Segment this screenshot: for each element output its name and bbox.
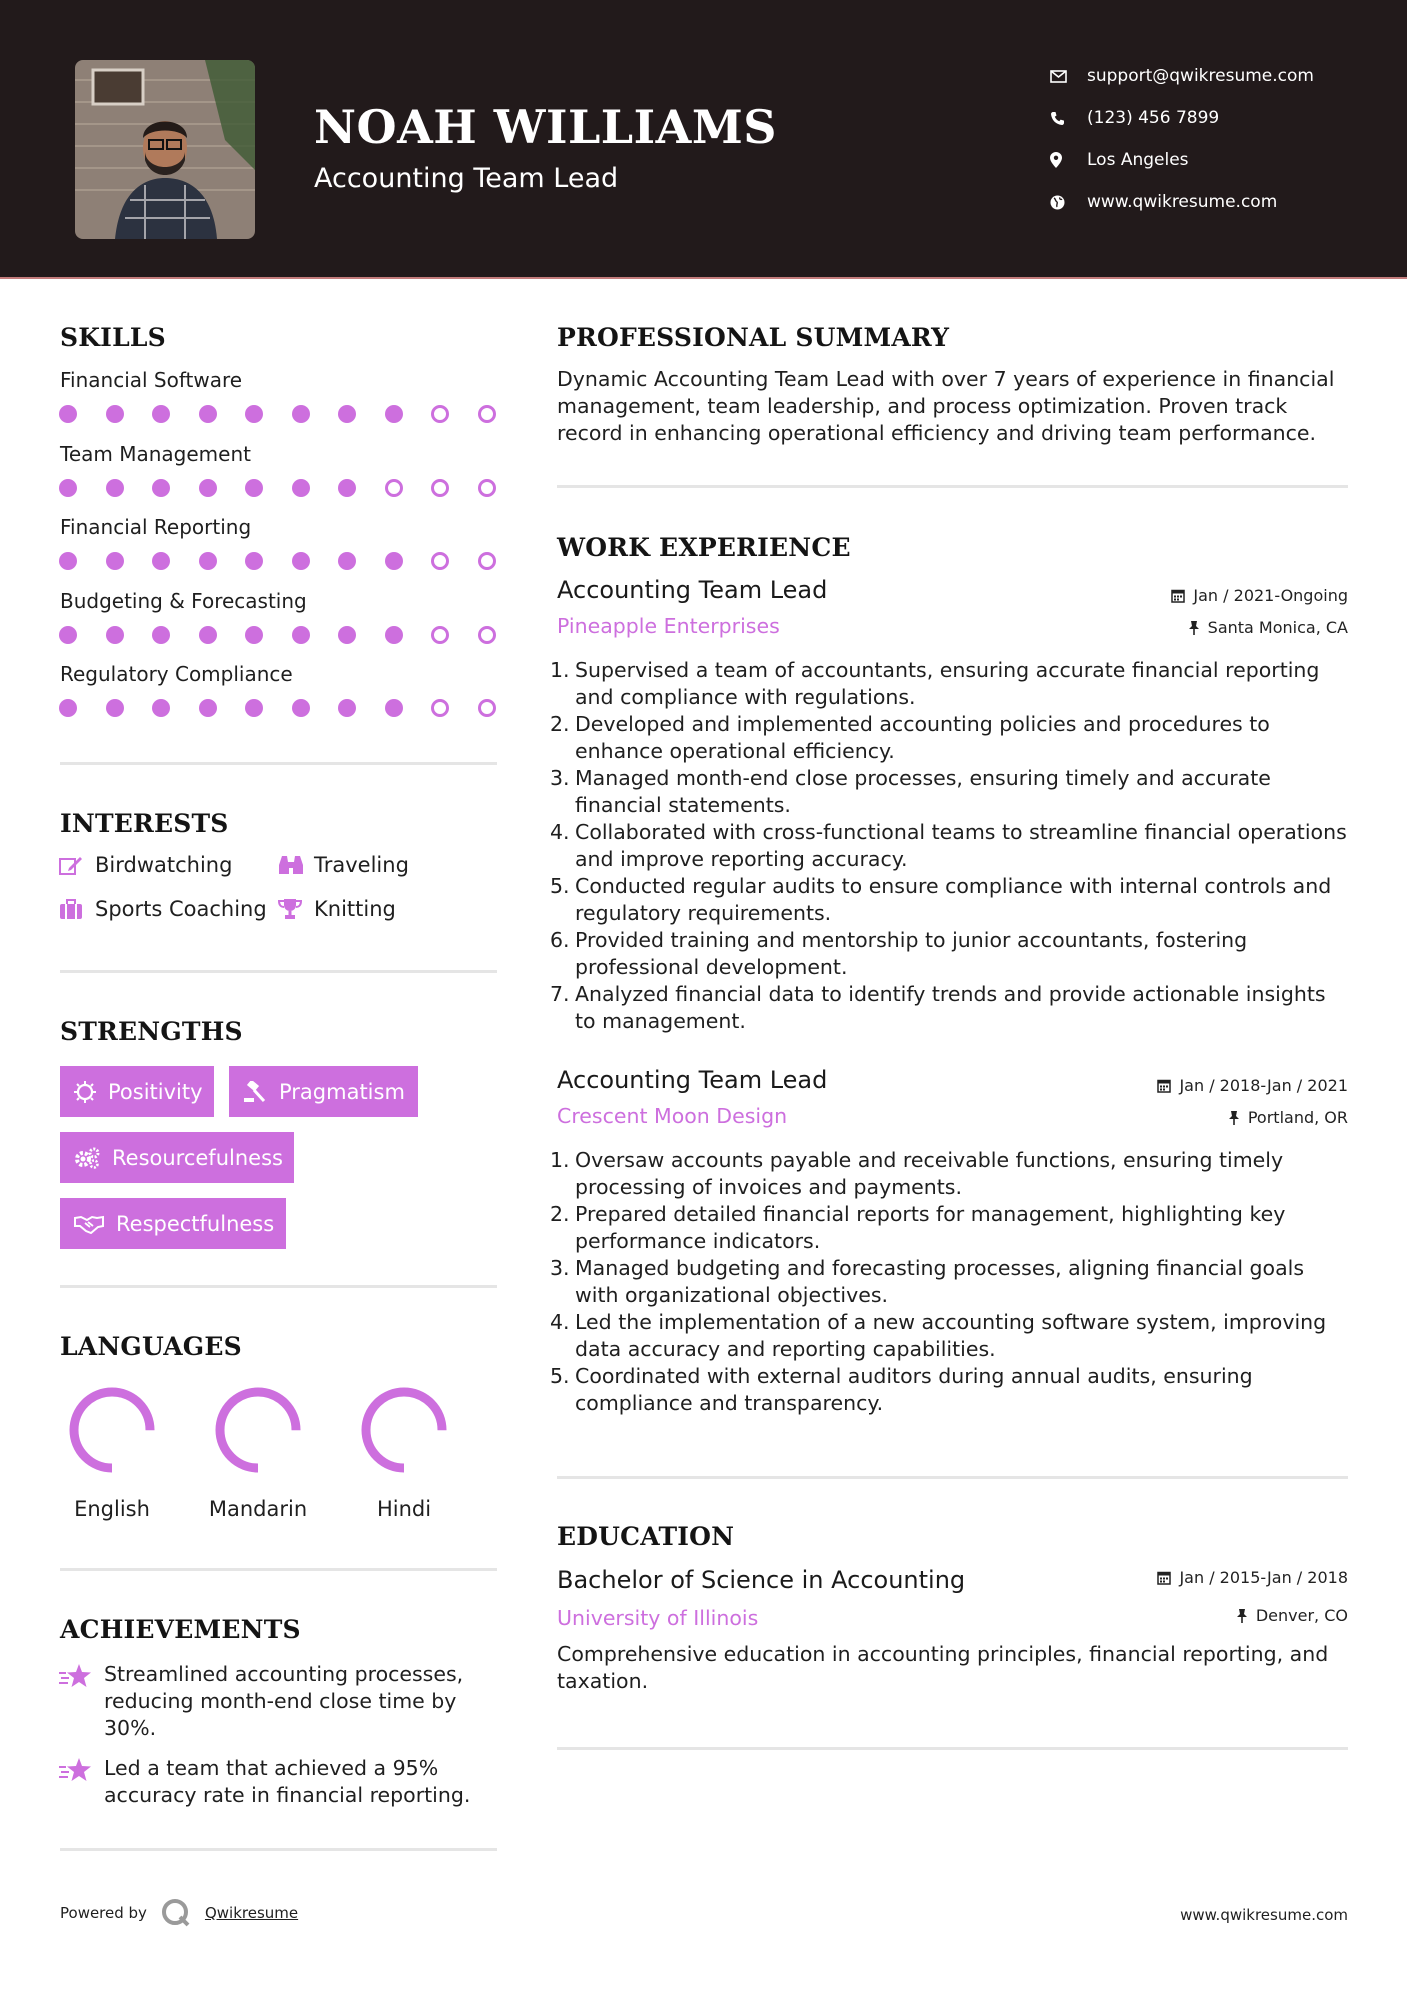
- contact-email[interactable]: support@qwikresume.com: [1050, 55, 1314, 97]
- rating-dot-filled: [106, 405, 124, 423]
- company-name: Pineapple Enterprises: [557, 614, 780, 638]
- profile-photo: [75, 60, 255, 239]
- calendar-icon: [1157, 1078, 1171, 1093]
- rating-dot-empty: [478, 552, 496, 570]
- language-proficiency-ring: [213, 1385, 303, 1479]
- list-item: 2. Prepared detailed financial reports for management, highlighting key performance indicators.: [550, 1202, 1286, 1253]
- rating-dot-filled: [385, 626, 403, 644]
- rating-dot-filled: [338, 479, 356, 497]
- rating-dot-filled: [385, 405, 403, 423]
- sun-icon: [74, 1081, 96, 1103]
- section-divider: [557, 1747, 1348, 1750]
- rating-dot-filled: [338, 626, 356, 644]
- job-location: Portland, OR: [1228, 1108, 1348, 1127]
- list-item: 5. Conducted regular audits to ensure compliance with internal controls and regulatory requirements.: [550, 874, 1332, 925]
- skill-name: Regulatory Compliance: [60, 662, 293, 686]
- binoculars-icon: [278, 854, 314, 876]
- summary-heading: PROFESSIONAL SUMMARY: [557, 323, 950, 352]
- star-icon: [59, 1755, 104, 1809]
- strength-chip-respectfulness: Respectfulness: [60, 1198, 286, 1249]
- rating-dot-filled: [152, 479, 170, 497]
- job-responsibilities: [550, 657, 1350, 1035]
- interest-birdwatching: Birdwatching: [59, 853, 232, 877]
- achievements-heading: ACHIEVEMENTS: [60, 1615, 301, 1644]
- list-item: 3. Managed budgeting and forecasting processes, aligning financial goals with organizational objectives.: [550, 1256, 1305, 1307]
- language-proficiency-ring: [67, 1385, 157, 1479]
- interest-traveling: Traveling: [278, 853, 409, 877]
- rating-dot-empty: [431, 626, 449, 644]
- rating-dot-filled: [106, 626, 124, 644]
- language-name: Mandarin: [208, 1497, 308, 1521]
- contact-website[interactable]: www.qwikresume.com: [1050, 181, 1314, 223]
- rating-dot-filled: [152, 699, 170, 717]
- job-location: Santa Monica, CA: [1188, 618, 1348, 637]
- rating-dot-filled: [245, 626, 263, 644]
- gavel-icon: [243, 1081, 267, 1103]
- section-divider: [60, 1568, 497, 1571]
- rating-dot-filled: [59, 479, 77, 497]
- gears-icon: [74, 1147, 100, 1169]
- contact-location: Los Angeles: [1050, 139, 1314, 181]
- rating-dot-filled: [199, 699, 217, 717]
- pushpin-icon: [1228, 1110, 1240, 1125]
- rating-dot-filled: [106, 479, 124, 497]
- skill-name: Financial Reporting: [60, 515, 252, 539]
- education-description: Comprehensive education in accounting principles, financial reporting, and taxation.: [557, 1642, 1329, 1693]
- languages-heading: LANGUAGES: [60, 1332, 242, 1361]
- edit-icon: [59, 855, 95, 875]
- phone-icon: [1050, 111, 1087, 126]
- skill-name: Team Management: [60, 441, 251, 466]
- qwikresume-logo-icon: [161, 1898, 191, 1928]
- list-item: 4. Led the implementation of a new accounting software system, improving data accuracy and reporting capabilities.: [550, 1310, 1327, 1361]
- section-divider: [60, 970, 497, 973]
- rating-dot-filled: [59, 405, 77, 423]
- rating-dot-empty: [431, 479, 449, 497]
- rating-dot-empty: [478, 479, 496, 497]
- section-divider: [60, 1848, 497, 1851]
- degree-title: Bachelor of Science in Accounting: [557, 1566, 966, 1594]
- list-item: 5. Coordinated with external auditors during annual audits, ensuring compliance and transparency.: [550, 1364, 1253, 1415]
- rating-dot-empty: [478, 405, 496, 423]
- rating-dot-filled: [152, 626, 170, 644]
- rating-dot-filled: [199, 626, 217, 644]
- rating-dot-filled: [106, 699, 124, 717]
- pushpin-icon: [1188, 620, 1200, 635]
- experience-heading: WORK EXPERIENCE: [557, 533, 851, 562]
- star-icon: [59, 1661, 104, 1742]
- list-item: 6. Provided training and mentorship to junior accountants, fostering professional development.: [550, 928, 1248, 979]
- section-divider: [60, 1285, 497, 1288]
- contact-phone[interactable]: (123) 456 7899: [1050, 97, 1314, 139]
- strengths-heading: STRENGTHS: [60, 1017, 243, 1046]
- interest-knitting: Knitting: [278, 897, 396, 921]
- job-title: Accounting Team Lead: [557, 1066, 828, 1094]
- rating-dot-filled: [292, 626, 310, 644]
- rating-dot-filled: [59, 552, 77, 570]
- interest-sports-coaching: Sports Coaching: [59, 897, 267, 921]
- calendar-icon: [1157, 1570, 1171, 1585]
- rating-dot-filled: [106, 552, 124, 570]
- rating-dot-filled: [199, 405, 217, 423]
- trophy-icon: [278, 898, 314, 920]
- candidate-name: NOAH WILLIAMS: [314, 100, 777, 154]
- interests-heading: INTERESTS: [60, 809, 229, 838]
- candidate-title: Accounting Team Lead: [314, 163, 619, 194]
- strength-chip-pragmatism: Pragmatism: [229, 1066, 418, 1117]
- rating-dot-filled: [245, 405, 263, 423]
- resume-header: [0, 0, 1407, 279]
- rating-dot-filled: [199, 479, 217, 497]
- footer-website-link[interactable]: www.qwikresume.com: [1180, 1906, 1348, 1924]
- rating-dot-filled: [338, 699, 356, 717]
- envelope-icon: [1050, 70, 1087, 83]
- pushpin-icon: [1236, 1608, 1248, 1623]
- section-divider: [557, 485, 1348, 488]
- rating-dot-filled: [152, 552, 170, 570]
- rating-dot-filled: [292, 699, 310, 717]
- achievement-item: Streamlined accounting processes, reducing month-end close time by 30%.: [59, 1661, 499, 1742]
- rating-dot-empty: [385, 479, 403, 497]
- qwikresume-link[interactable]: Qwikresume: [204, 1904, 299, 1922]
- rating-dot-filled: [245, 552, 263, 570]
- list-item: 1. Oversaw accounts payable and receivable functions, ensuring timely processing of invoices and payments.: [550, 1148, 1284, 1199]
- globe-icon: [1050, 195, 1087, 210]
- rating-dot-filled: [59, 626, 77, 644]
- achievement-item: Led a team that achieved a 95% accuracy rate in financial reporting.: [59, 1755, 499, 1809]
- education-location: Denver, CO: [1236, 1606, 1348, 1625]
- list-item: 4. Collaborated with cross-functional teams to streamline financial operations and improve reporting accuracy.: [550, 820, 1347, 871]
- list-item: 3. Managed month-end close processes, ensuring timely and accurate financial statements.: [550, 766, 1271, 817]
- skill-name: Budgeting & Forecasting: [60, 588, 307, 613]
- rating-dot-empty: [478, 626, 496, 644]
- job-responsibilities: [550, 1147, 1350, 1417]
- rating-dot-filled: [245, 479, 263, 497]
- rating-dot-empty: [431, 552, 449, 570]
- education-heading: EDUCATION: [557, 1522, 735, 1551]
- list-item: 7. Analyzed financial data to identify trends and provide actionable insights to management.: [550, 982, 1326, 1033]
- language-proficiency-ring: [359, 1385, 449, 1479]
- language-name: English: [74, 1497, 150, 1521]
- list-item: 2. Developed and implemented accounting policies and procedures to enhance operational efficiency.: [550, 712, 1270, 763]
- skill-name: Financial Software: [60, 368, 243, 392]
- rating-dot-filled: [292, 405, 310, 423]
- company-name: Crescent Moon Design: [557, 1104, 788, 1128]
- contact-list: [1050, 55, 1314, 223]
- footer-powered-by: Powered by Qwikresume: [60, 1898, 298, 1928]
- rating-dot-empty: [431, 405, 449, 423]
- rating-dot-filled: [59, 699, 77, 717]
- rating-dot-filled: [338, 405, 356, 423]
- strength-chip-resourcefulness: Resourcefulness: [60, 1132, 294, 1183]
- summary-text: Dynamic Accounting Team Lead with over 7 years of experience in financial management, team leadership, and process optimization. Proven track record in enhancing operational efficiency and driving team performance.: [557, 367, 1335, 445]
- list-item: 1. Supervised a team of accountants, ensuring accurate financial reporting and compliance with regulations.: [550, 658, 1320, 709]
- strength-chip-positivity: Positivity: [60, 1066, 214, 1117]
- rating-dot-filled: [245, 699, 263, 717]
- rating-dot-empty: [478, 699, 496, 717]
- rating-dot-filled: [199, 552, 217, 570]
- job-title: Accounting Team Lead: [557, 576, 828, 604]
- school-name: University of Illinois: [557, 1606, 759, 1630]
- skills-heading: SKILLS: [60, 323, 166, 352]
- rating-dot-filled: [385, 552, 403, 570]
- map-marker-icon: [1050, 152, 1087, 168]
- rating-dot-filled: [385, 699, 403, 717]
- section-divider: [60, 762, 497, 765]
- briefcase-icon: [59, 899, 95, 920]
- language-name: Hindi: [376, 1497, 432, 1521]
- handshake-icon: [74, 1214, 104, 1234]
- section-divider: [557, 1476, 1348, 1479]
- rating-dot-filled: [152, 405, 170, 423]
- education-dates: Jan / 2015-Jan / 2018: [1157, 1568, 1348, 1587]
- calendar-icon: [1171, 588, 1185, 603]
- rating-dot-filled: [292, 552, 310, 570]
- rating-dot-filled: [338, 552, 356, 570]
- job-dates: Jan / 2021-Ongoing: [1171, 586, 1348, 605]
- job-dates: Jan / 2018-Jan / 2021: [1157, 1076, 1348, 1095]
- rating-dot-filled: [292, 479, 310, 497]
- rating-dot-empty: [431, 699, 449, 717]
